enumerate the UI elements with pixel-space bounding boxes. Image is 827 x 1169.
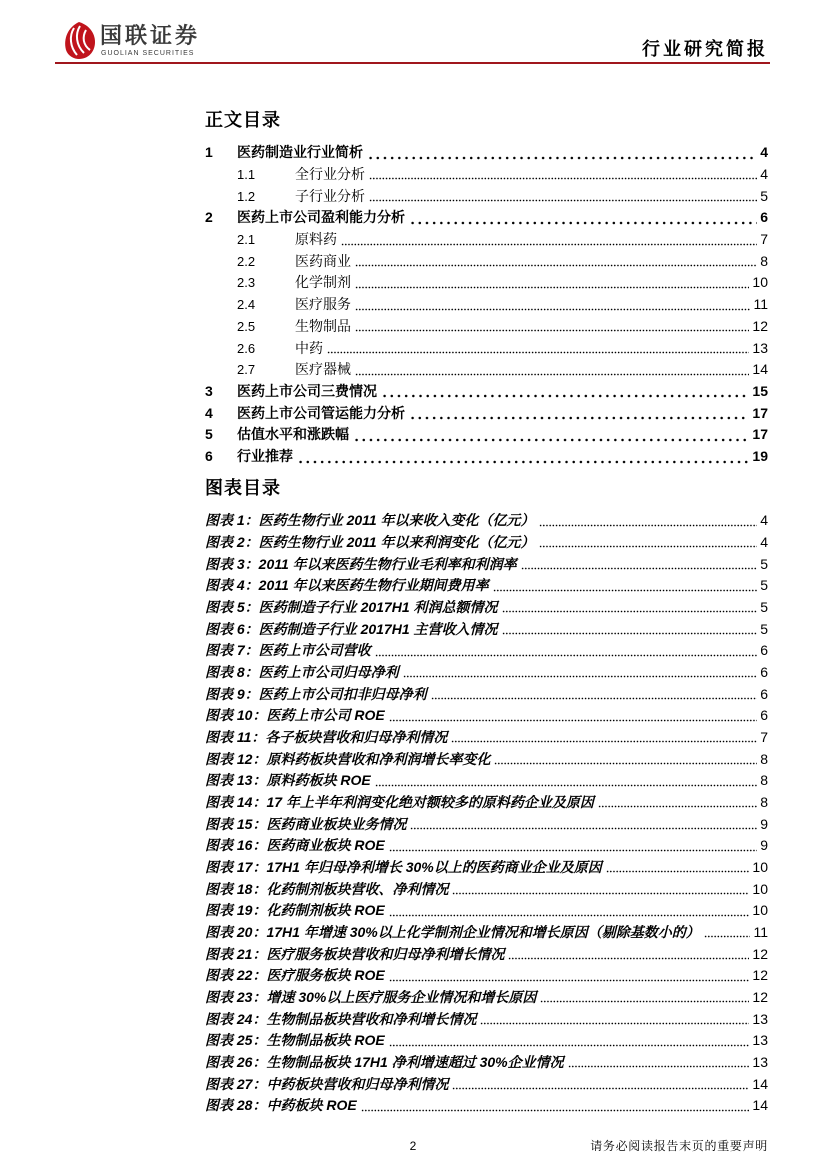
figure-entry-label: 图表 15：医药商业板块业务情况 [205,815,407,832]
toc-entry[interactable] [237,338,768,360]
figure-entry-dot-leader [704,922,751,944]
figure-entry-page: 13 [752,1053,768,1070]
figure-entry-dot-leader [502,619,758,641]
toc-entry-number: 2.6 [237,340,256,356]
figure-entry[interactable] [205,900,768,922]
toc-entry-title: 医药制造业行业简析 [237,144,363,161]
figure-entry[interactable] [205,835,768,857]
toc-entry-page: 17 [752,426,768,443]
figure-entry-dot-leader [452,1074,749,1096]
toc-entry-number: 5 [205,426,213,443]
figure-entry[interactable] [205,770,768,792]
figure-entry-page: 6 [760,707,768,724]
toc-entry[interactable] [237,186,768,208]
toc-entry-title: 医药上市公司盈利能力分析 [237,209,405,226]
guolian-logo-icon [62,21,96,59]
figure-entry[interactable] [205,1074,768,1096]
toc-entry[interactable] [237,359,768,381]
figure-entry-label: 图表 6：医药制造子行业 2017H1 主营收入情况 [205,620,498,637]
figure-entry-dot-leader [568,1052,750,1074]
figure-entry-page: 13 [752,1010,768,1027]
figure-entry[interactable] [205,510,768,532]
toc-entry-number: 2 [205,209,213,226]
figure-entry-page: 11 [753,923,768,940]
toc-entry-page: 6 [760,209,768,226]
figure-entry-dot-leader [403,662,758,684]
figure-entry-page: 8 [760,750,768,767]
figure-entry-page: 5 [760,598,768,615]
figure-entry[interactable] [205,1030,768,1052]
figure-entry[interactable] [205,1052,768,1074]
toc-entry-number: 1.2 [237,188,256,204]
toc-entry-title: 子行业分析 [295,187,365,204]
figure-entry-page: 12 [752,988,768,1005]
figure-entry-dot-leader [431,684,758,706]
footer-disclaimer: 请务必阅读报告末页的重要声明 [590,1139,768,1153]
figure-entry-label: 图表 12：原料药板块营收和净利润增长率变化 [205,750,491,767]
figure-entry-page: 13 [752,1032,768,1049]
toc-entry-dot-leader [381,381,749,403]
figure-entry-label: 图表 28：中药板块 ROE [205,1097,357,1114]
figure-entry-page: 7 [760,728,768,745]
figure-entry-page: 10 [752,880,768,897]
toc-entry-dot-leader [341,229,757,251]
figure-entry-label: 图表 24：生物制品板块营收和净利增长情况 [205,1010,477,1027]
toc-entry[interactable] [205,207,768,229]
toc-entry-number: 2.2 [237,253,256,269]
figure-entry-label: 图表 8：医药上市公司归母净利 [205,663,399,680]
toc-entry-page: 13 [752,339,768,356]
figure-entry-page: 5 [760,555,768,572]
figure-entry-page: 9 [760,837,768,854]
figure-entry-dot-leader [452,879,749,901]
toc-entry[interactable] [205,142,768,164]
figure-entry-label: 图表 10：医药上市公司 ROE [205,707,385,724]
toc-entry[interactable] [205,446,768,468]
figure-entry-label: 图表 19：化药制剂板块 ROE [205,902,385,919]
figure-entry-page: 10 [752,858,768,875]
toc-entry-dot-leader [367,142,757,164]
toc-entry-page: 5 [760,187,768,204]
toc-entry-dot-leader [369,186,757,208]
figure-entry-dot-leader [375,770,758,792]
toc-entry-dot-leader [409,403,749,425]
toc-entry-page: 4 [760,165,768,182]
toc-entry-dot-leader [353,424,749,446]
figure-entry-dot-leader [480,1009,749,1031]
figure-entry[interactable] [205,922,768,944]
figure-entry-dot-leader [389,1030,750,1052]
figure-entry[interactable] [205,684,768,706]
figure-entry-page: 5 [760,620,768,637]
toc-entry-title: 生物制品 [295,317,351,334]
toc-entry-page: 15 [752,382,768,399]
figure-entry-dot-leader [539,532,758,554]
figure-entry-dot-leader [493,575,758,597]
figure-entry-dot-leader [494,749,757,771]
figure-entry[interactable] [205,1009,768,1031]
toc-entry[interactable] [237,316,768,338]
toc-entry-dot-leader [355,359,749,381]
figure-entry-page: 4 [760,512,768,529]
figure-entry-page: 9 [760,815,768,832]
figure-entry-label: 图表 23：增速 30%以上医疗服务企业情况和增长原因 [205,988,537,1005]
figure-entry-dot-leader [540,987,749,1009]
toc-entry-title: 医疗服务 [295,296,351,313]
toc-entry-title: 估值水平和涨跌幅 [237,426,349,443]
toc-entry-number: 2.4 [237,297,256,313]
figure-entry[interactable] [205,575,768,597]
figure-entry-page: 14 [752,1097,768,1114]
toc-entry-title: 中药 [295,339,323,356]
toc-entry-dot-leader [369,164,757,186]
figure-entry-label: 图表 2：医药生物行业 2011 年以来利润变化（亿元） [205,533,535,550]
figure-entry-label: 图表 27：中药板块营收和归母净利情况 [205,1075,449,1092]
figure-entry-page: 8 [760,772,768,789]
logo-brand-english: GUOLIAN SECURITIES [101,50,195,57]
toc-entry-number: 6 [205,448,213,464]
figure-entry-label: 图表 4：2011 年以来医药生物行业期间费用率 [205,577,489,594]
toc-entry-title: 医药商业 [295,252,351,269]
figure-entry[interactable] [205,749,768,771]
figure-entry-label: 图表 18：化药制剂板块营收、净利情况 [205,880,449,897]
figure-entry-label: 图表 11：各子板块营收和归母净利情况 [205,728,448,745]
figure-entry-dot-leader [389,900,750,922]
figure-entry-page: 6 [760,663,768,680]
figure-entry-label: 图表 17：17H1 年归母净利增长 30%以上的医药商业企业及原因 [205,858,602,875]
toc-entry[interactable] [205,424,768,446]
toc-entry-title: 化学制剂 [295,274,351,291]
toc-entry-number: 2.5 [237,318,256,334]
toc-entry[interactable] [237,229,768,251]
figure-entry[interactable] [205,1095,768,1117]
toc-entry-dot-leader [297,446,749,468]
toc-entry-number: 2.1 [237,232,256,247]
figure-entry[interactable] [205,705,768,727]
figure-entry-dot-leader [361,1095,750,1117]
figure-entry[interactable] [205,532,768,554]
figure-entry-label: 图表 1：医药生物行业 2011 年以来收入变化（亿元） [205,512,535,529]
toc-entry-title: 原料药 [295,231,337,247]
figure-entry-page: 6 [760,685,768,702]
figure-entry-label: 图表 14：17 年上半年利润变化绝对额较多的原料药企业及原因 [205,793,594,810]
toc-entry-title: 行业推荐 [237,448,293,464]
figure-entry[interactable] [205,727,768,749]
figure-entry[interactable] [205,662,768,684]
figure-entry-dot-leader [389,705,758,727]
toc-entry-number: 3 [205,382,213,399]
figure-entry[interactable] [205,879,768,901]
figure-entry-page: 6 [760,642,768,659]
figure-entry-page: 8 [760,793,768,810]
logo-brand-name: 国联证券 [100,23,201,48]
toc-entry[interactable] [237,164,768,186]
toc-entry-page: 8 [760,252,768,269]
figure-entry-page: 5 [760,577,768,594]
figure-entry-label: 图表 25：生物制品板块 ROE [205,1032,385,1049]
figure-entry[interactable] [205,965,768,987]
header-divider [55,62,770,64]
figure-entry-label: 图表 9：医药上市公司扣非归母净利 [205,685,427,702]
figure-entry[interactable] [205,619,768,641]
figure-entry-label: 图表 13：原料药板块 ROE [205,772,371,789]
figure-entry[interactable] [205,814,768,836]
toc-entry[interactable] [205,403,768,425]
toc-entry[interactable] [205,381,768,403]
figure-entry-dot-leader [451,727,757,749]
toc-entry-page: 11 [753,296,768,313]
toc-entry-number: 1.1 [237,166,256,182]
toc-entry-title: 医药上市公司三费情况 [237,382,377,399]
figure-entry-dot-leader [521,554,758,576]
figure-entry-page: 12 [752,945,768,962]
figure-list-heading: 图表目录 [205,478,281,498]
figure-entry-page: 14 [752,1075,768,1092]
figure-entry-label: 图表 22：医疗服务板块 ROE [205,967,385,984]
page-number: 2 [409,1139,417,1153]
figure-entry-dot-leader [508,944,749,966]
figure-entry-dot-leader [539,510,758,532]
toc-entry-number: 2.3 [237,275,256,291]
toc-entry-title: 医药上市公司管运能力分析 [237,404,405,421]
toc-entry-title: 全行业分析 [295,165,365,182]
toc-entry-dot-leader [327,338,749,360]
toc-entry-number: 1 [205,144,213,161]
toc-entry-page: 14 [752,361,768,378]
toc-entry-page: 17 [752,404,768,421]
figure-entry-label: 图表 16：医药商业板块 ROE [205,837,385,854]
toc-entry-dot-leader [355,294,750,316]
toc-heading: 正文目录 [205,110,281,130]
toc-entry-page: 4 [760,144,768,161]
toc-entry-dot-leader [355,251,757,273]
figure-entry-page: 12 [752,967,768,984]
toc-entry[interactable] [237,294,768,316]
figure-entry[interactable] [205,597,768,619]
toc-entry-page: 10 [752,274,768,291]
figure-entry-label: 图表 20：17H1 年增速 30%以上化学制剂企业情况和增长原因（剔除基数小的） [205,923,700,940]
figure-entry[interactable] [205,944,768,966]
toc-entry[interactable] [237,251,768,273]
toc-entry-page: 12 [752,317,768,334]
figure-entry-page: 10 [752,902,768,919]
figure-entry-page: 4 [760,533,768,550]
figure-entry-dot-leader [389,835,758,857]
figure-entry-dot-leader [375,640,758,662]
toc-entry[interactable] [237,272,768,294]
figure-entry-dot-leader [598,792,757,814]
figure-entry[interactable] [205,857,768,879]
figure-entry-label: 图表 5：医药制造子行业 2017H1 利润总额情况 [205,598,498,615]
figure-entry[interactable] [205,792,768,814]
figure-entry[interactable] [205,554,768,576]
toc-entry-dot-leader [355,316,749,338]
figure-entry-dot-leader [606,857,750,879]
toc-entry-number: 2.7 [237,362,256,378]
figure-entry-label: 图表 21：医疗服务板块营收和归母净利增长情况 [205,945,505,962]
figure-entry-dot-leader [410,814,757,836]
figure-entry-dot-leader [502,597,758,619]
figure-entry[interactable] [205,987,768,1009]
figure-entry-label: 图表 26：生物制品板块 17H1 净利增速超过 30%企业情况 [205,1053,564,1070]
report-type-label: 行业研究简报 [642,39,768,59]
figure-entry-label: 图表 7：医药上市公司营收 [205,642,371,659]
toc-entry-number: 4 [205,404,213,421]
toc-entry-dot-leader [409,207,757,229]
figure-entry-label: 图表 3：2011 年以来医药生物行业毛利率和利润率 [205,555,517,572]
toc-entry-dot-leader [355,272,749,294]
figure-entry[interactable] [205,640,768,662]
toc-entry-title: 医疗器械 [295,361,351,378]
figure-entry-dot-leader [389,965,750,987]
toc-entry-page: 19 [752,448,768,464]
toc-entry-page: 7 [760,231,768,247]
